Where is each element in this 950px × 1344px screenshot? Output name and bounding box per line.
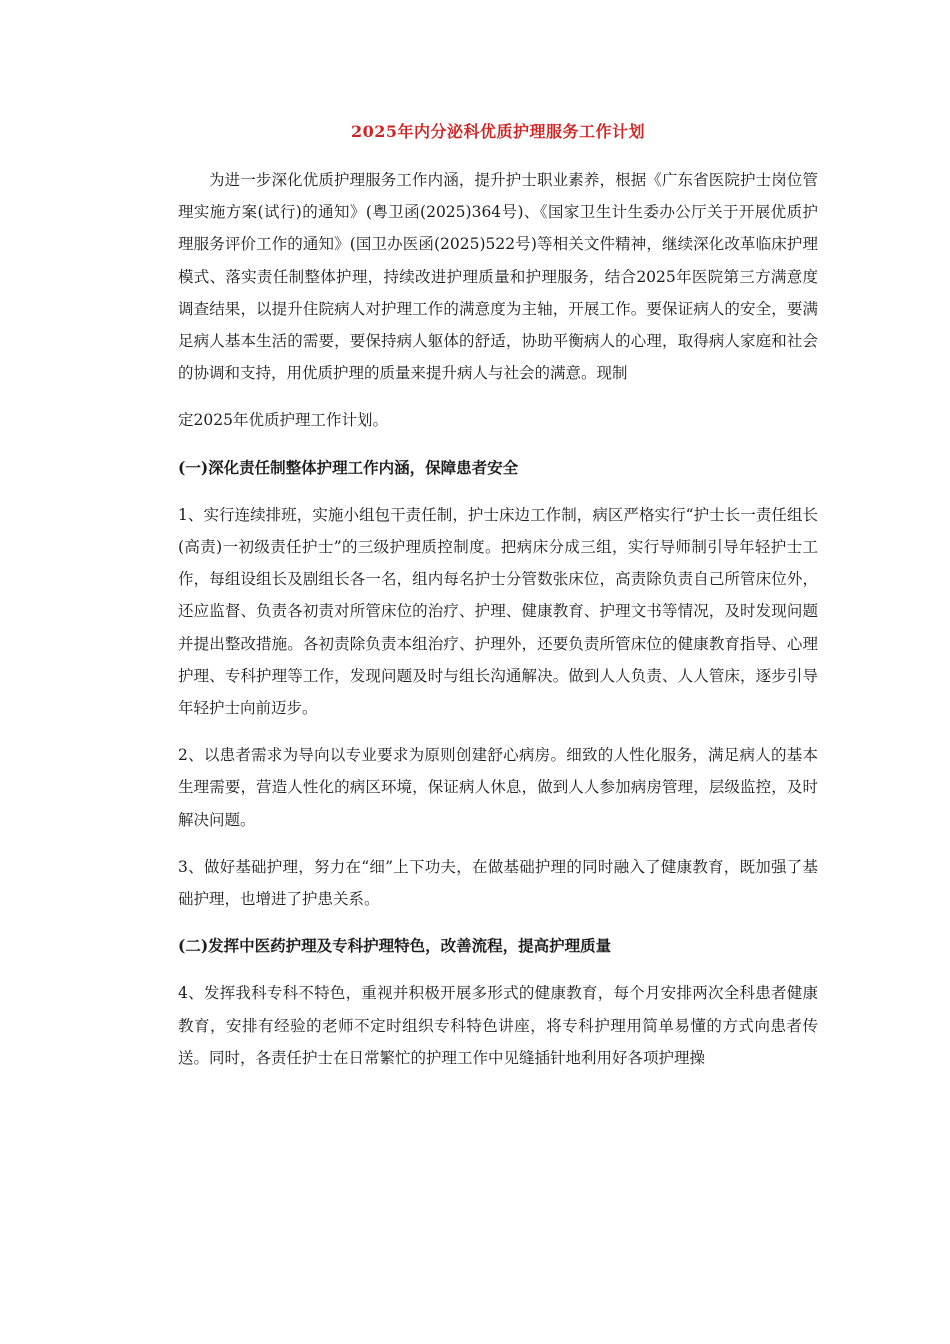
intro-continuation: 定2025年优质护理工作计划。	[178, 411, 388, 430]
document-title: 2025年内分泌科优质护理服务工作计划	[350, 122, 646, 141]
paragraph-item-4: 4、发挥我科专科不特色，重视并积极开展多形式的健康教育，每个月安排两次全科患者健康教育，安排有经验的老师不定时组织专科特色讲座，将专科护理用简单易懂的方式向患者传送。同时，各责任护士在日常繁忙的护理工作中见缝插针地利用好各项护理操	[178, 984, 818, 1067]
intro-paragraph: 为进一步深化优质护理服务工作内涵，提升护士职业素养，根据《广东省医院护士岗位管理实施方案(试行)的通知》(粤卫函(2025)364号)、《国家卫生计生委办公厅关于开展优质护理服务评价工作的通知》(国卫办医函(2025)522号)等相关文件精神，继续深化改革临床护理模式、落实责任制整体护理，持续改进护理质量和护理服务，结合2025年医院第三方满意度调查结果，以提升住院病人对护理工作的满意度为主轴，开展工作。要保证病人的安全，要满足病人基本生活的需要，要保持病人躯体的舒适，协助平衡病人的心理，取得病人家庭和社会的协调和支持，用优质护理的质量来提升病人与社会的满意。现制	[178, 171, 818, 383]
section-heading-1: (一)深化责任制整体护理工作内涵，保障患者安全	[178, 457, 519, 477]
paragraph-item-3: 3、做好基础护理，努力在“细”上下功夫，在做基础护理的同时融入了健康教育，既加强了基础护理，也增进了护患关系。	[178, 857, 818, 909]
section-heading-2: (二)发挥中医药护理及专科护理特色，改善流程，提高护理质量	[178, 936, 612, 956]
paragraph-item-1: 1、实行连续排班，实施小组包干责任制，护士床边工作制，病区严格实行“护士长一责任组长(高责)一初级责任护士”的三级护理质控制度。把病床分成三组，实行导师制引导年轻护士工作，每组设组长及剧组长各一名，组内每名护士分管数张床位，高责除负责自己所管床位外，还应监督、负责各初责对所管床位的治疗、护理、健康教育、护理文书等情况，及时发现问题并提出整改措施。各初责除负责本组治疗、护理外，还要负责所管床位的健康教育指导、心理护理、专科护理等工作，发现问题及时与组长沟通解决。做到人人负责、人人管床，逐步引导年轻护士向前迈步。	[178, 505, 818, 718]
document-page	[178, 120, 818, 1074]
paragraph-item-2: 2、以患者需求为导向以专业要求为原则创建舒心病房。细致的人性化服务，满足病人的基本生理需要，营造人性化的病区环境，保证病人休息，做到人人参加病房管理，层级监控，及时解决问题。	[178, 746, 818, 829]
